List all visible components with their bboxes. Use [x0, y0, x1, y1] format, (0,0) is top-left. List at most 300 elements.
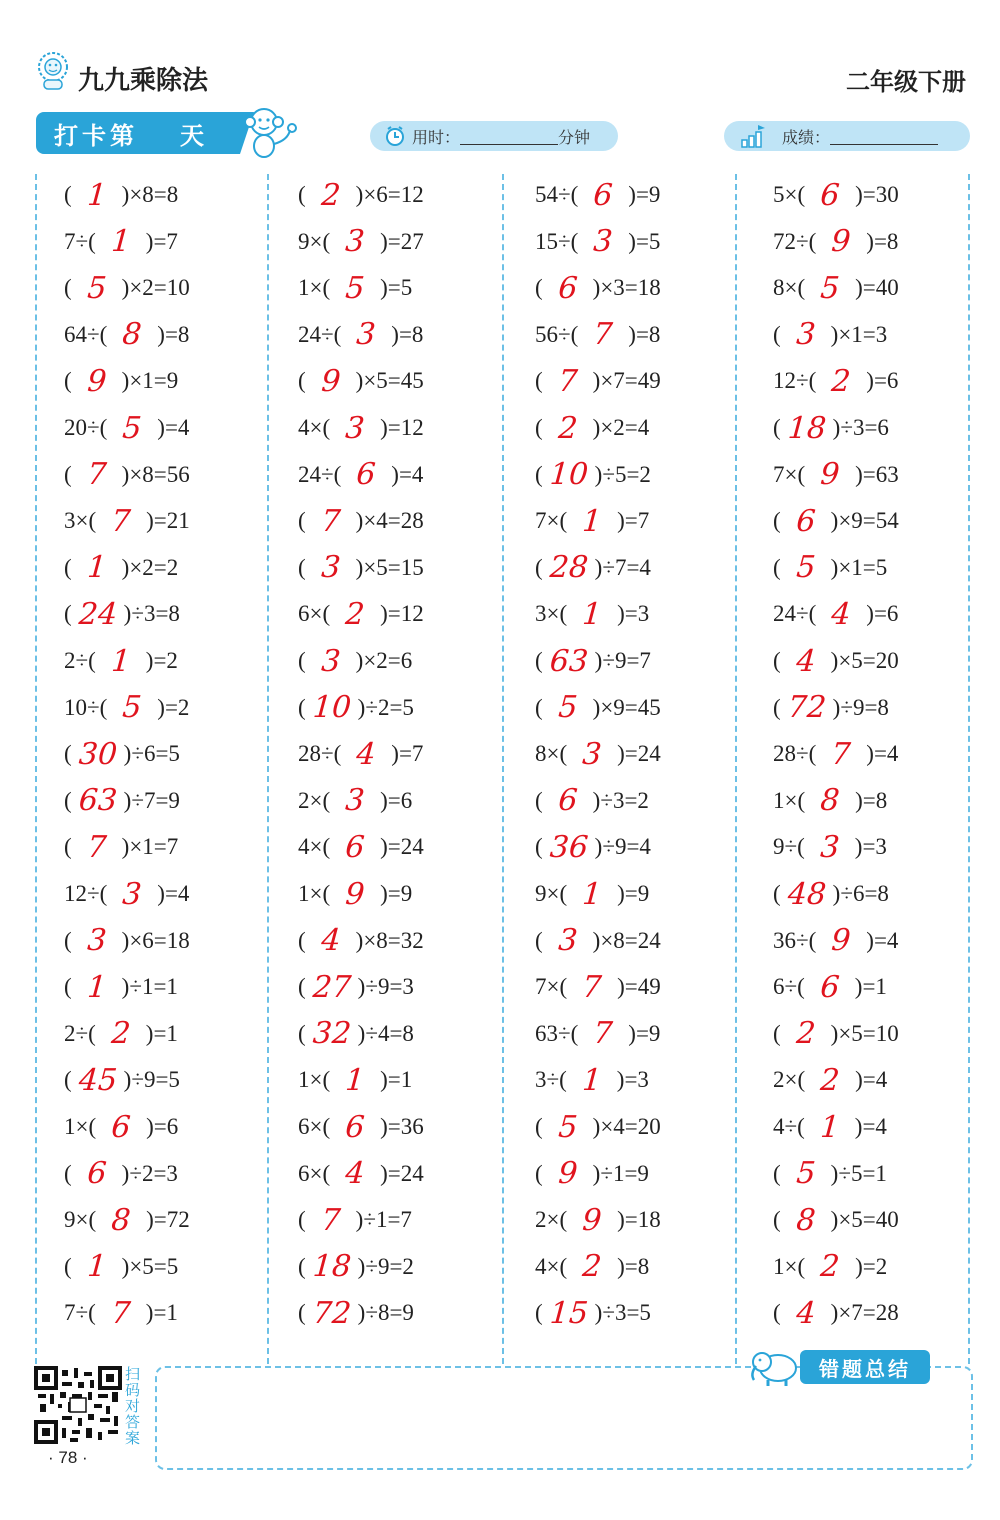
handwritten-answer: 1: [110, 643, 132, 679]
problem-suffix: )=9: [628, 1020, 661, 1046]
problem-suffix: )÷2=3: [121, 1160, 178, 1186]
handwritten-answer: 32: [311, 1016, 352, 1052]
handwritten-answer: 7: [319, 1202, 342, 1238]
problem-suffix: )×7=28: [830, 1300, 899, 1326]
handwritten-answer: 2: [819, 1249, 841, 1285]
problem-prefix: (: [535, 1160, 543, 1186]
problem-row: [298, 1290, 414, 1336]
problem-row: [64, 1244, 178, 1290]
problem-row: [773, 685, 889, 731]
problem-row: [535, 405, 649, 451]
problem-row: [773, 265, 899, 311]
problem-prefix: 4×(: [535, 1253, 568, 1279]
problem-row: [535, 685, 661, 731]
problem-row: [535, 1057, 649, 1103]
problem-row: [535, 1104, 661, 1150]
problem-row: [64, 452, 190, 498]
problem-row: [773, 1197, 899, 1243]
time-blank[interactable]: [460, 128, 558, 145]
problem-row: [535, 1197, 661, 1243]
handwritten-answer: 7: [319, 503, 342, 539]
problem-prefix: 20÷(: [64, 415, 108, 440]
problem-row: [298, 545, 424, 591]
problem-suffix: )÷1=1: [121, 974, 178, 1000]
handwritten-answer: 18: [311, 1249, 352, 1285]
handwritten-answer: 6: [355, 457, 378, 493]
handwritten-answer: 3: [344, 783, 366, 819]
problem-row: [773, 172, 899, 218]
handwritten-answer: 2: [110, 1016, 132, 1052]
problem-prefix: (: [298, 554, 306, 580]
handwritten-answer: 7: [592, 1016, 615, 1052]
problem-suffix: )=27: [380, 228, 424, 254]
handwritten-answer: 5: [819, 270, 841, 306]
problem-row: [773, 778, 887, 824]
handwritten-answer: 9: [819, 457, 841, 493]
handwritten-answer: 6: [794, 503, 817, 539]
problem-prefix: (: [64, 461, 72, 487]
handwritten-answer: 2: [830, 363, 853, 399]
problem-row: [535, 918, 661, 964]
problem-prefix: 8×(: [773, 275, 806, 301]
problem-suffix: )÷8=9: [357, 1300, 414, 1326]
column-divider: [968, 174, 970, 1364]
problem-suffix: )÷9=8: [832, 694, 889, 720]
problem-row: [64, 1197, 190, 1243]
problem-suffix: )×2=2: [121, 554, 179, 580]
problem-suffix: )×2=4: [592, 415, 650, 440]
problem-suffix: )=18: [617, 1207, 661, 1233]
handwritten-answer: 1: [85, 177, 108, 213]
problem-suffix: )×8=56: [121, 461, 190, 487]
handwritten-answer: 5: [794, 550, 817, 586]
handwritten-answer: 7: [581, 969, 603, 1005]
handwritten-answer: 7: [556, 363, 579, 399]
problem-row: [535, 545, 651, 591]
problem-suffix: )=24: [617, 741, 661, 767]
problem-suffix: )=4: [391, 461, 424, 487]
problem-suffix: )=4: [855, 1067, 888, 1093]
problem-suffix: )=4: [157, 881, 190, 906]
column-divider: [735, 174, 737, 1364]
problem-suffix: )=2: [855, 1253, 888, 1279]
handwritten-answer: 6: [819, 177, 841, 213]
problem-suffix: )=4: [854, 1114, 887, 1139]
problem-row: [773, 638, 899, 684]
handwritten-answer: 8: [110, 1202, 132, 1238]
problem-suffix: )÷3=8: [123, 601, 180, 627]
problem-prefix: 2÷(: [64, 1020, 96, 1046]
problem-prefix: (: [298, 1207, 306, 1233]
handwritten-answer: 1: [85, 1249, 108, 1285]
problem-row: [64, 1290, 178, 1336]
bar-chart-icon: [740, 124, 768, 148]
problem-prefix: 24÷(: [773, 601, 817, 627]
problem-row: [535, 265, 661, 311]
problem-prefix: (: [535, 415, 543, 440]
handwritten-answer: 18: [786, 410, 827, 446]
problem-suffix: )=4: [157, 415, 190, 440]
handwritten-answer: 8: [121, 317, 144, 353]
problem-suffix: )=4: [866, 927, 899, 953]
problem-suffix: )×2=6: [355, 648, 413, 673]
handwritten-answer: 2: [319, 177, 342, 213]
checkin-suffix: 天: [180, 121, 204, 150]
handwritten-answer: 4: [344, 1156, 366, 1192]
problem-suffix: )×9=45: [592, 694, 661, 720]
clock-icon: [384, 125, 406, 147]
problem-suffix: )=9: [617, 881, 650, 906]
problem-prefix: (: [298, 182, 306, 207]
problem-row: [535, 358, 661, 404]
problem-suffix: )÷1=9: [592, 1160, 649, 1186]
problem-prefix: 12÷(: [773, 368, 817, 394]
problem-prefix: 15÷(: [535, 228, 579, 254]
handwritten-answer: 72: [786, 690, 827, 726]
problem-row: [298, 1151, 424, 1197]
problem-row: [298, 452, 423, 498]
handwritten-answer: 1: [344, 1062, 366, 1098]
problem-suffix: )=3: [616, 1067, 649, 1093]
problem-row: [535, 172, 660, 218]
problem-suffix: )×5=20: [830, 648, 899, 673]
lion-logo-icon: [34, 50, 72, 90]
problem-suffix: )=6: [146, 1114, 179, 1139]
handwritten-answer: 3: [344, 224, 366, 260]
problem-prefix: 63÷(: [535, 1020, 579, 1046]
problem-row: [64, 778, 180, 824]
problem-prefix: (: [773, 694, 781, 720]
handwritten-answer: 6: [556, 270, 579, 306]
handwritten-answer: 7: [830, 736, 853, 772]
handwritten-answer: 9: [830, 923, 853, 959]
problem-prefix: 12÷(: [64, 881, 108, 906]
problem-prefix: 1×(: [298, 275, 331, 301]
problem-prefix: (: [773, 1300, 781, 1326]
problem-row: [535, 871, 649, 917]
handwritten-answer: 2: [581, 1249, 603, 1285]
problem-prefix: (: [773, 415, 781, 440]
problem-suffix: )=8: [855, 787, 888, 813]
problem-row: [535, 498, 649, 544]
problem-suffix: )÷7=9: [123, 787, 180, 813]
problem-row: [64, 265, 190, 311]
handwritten-answer: 1: [85, 969, 108, 1005]
problem-prefix: 4×(: [298, 415, 331, 440]
problem-row: [298, 358, 424, 404]
problem-suffix: )÷5=2: [594, 461, 651, 487]
problem-prefix: 6×(: [298, 1160, 331, 1186]
problem-prefix: 9×(: [535, 881, 568, 906]
problem-row: [535, 964, 661, 1010]
page-number: · 78 ·: [48, 1448, 88, 1467]
problem-prefix: 36÷(: [773, 927, 817, 953]
problem-row: [298, 918, 424, 964]
problem-suffix: )×5=45: [355, 368, 424, 394]
problem-prefix: (: [535, 787, 543, 813]
handwritten-answer: 27: [311, 969, 352, 1005]
handwritten-answer: 3: [794, 317, 817, 353]
handwritten-answer: 4: [794, 1295, 817, 1331]
handwritten-answer: 1: [581, 876, 603, 912]
problem-row: [773, 591, 898, 637]
problem-suffix: )=7: [145, 228, 178, 254]
problem-prefix: 7÷(: [64, 228, 96, 254]
problem-prefix: 28÷(: [298, 741, 342, 767]
problem-prefix: (: [64, 834, 72, 860]
problem-prefix: (: [64, 554, 72, 580]
handwritten-answer: 3: [319, 550, 342, 586]
problem-prefix: (: [298, 974, 306, 1000]
problem-suffix: )=8: [391, 321, 424, 347]
problem-row: [64, 964, 178, 1010]
problem-prefix: (: [64, 601, 72, 627]
problem-suffix: )÷5=1: [830, 1160, 887, 1186]
handwritten-answer: 5: [556, 1109, 579, 1145]
problem-suffix: )÷6=5: [123, 741, 180, 767]
problem-suffix: )=30: [855, 182, 899, 207]
handwritten-answer: 6: [344, 1109, 366, 1145]
problem-prefix: (: [298, 1300, 306, 1326]
problem-suffix: )÷3=6: [832, 415, 889, 440]
handwritten-answer: 63: [548, 643, 589, 679]
handwritten-answer: 4: [319, 923, 342, 959]
problem-suffix: )÷4=8: [357, 1020, 414, 1046]
problem-prefix: 7×(: [535, 508, 568, 534]
handwritten-answer: 9: [830, 224, 853, 260]
book-title: 九九乘除法: [78, 66, 209, 96]
problem-row: [773, 1244, 887, 1290]
problem-suffix: )=2: [157, 694, 190, 720]
problem-suffix: )=3: [617, 601, 650, 627]
handwritten-answer: 72: [311, 1295, 352, 1331]
problem-suffix: )×1=9: [121, 368, 179, 394]
problem-suffix: )=4: [866, 741, 899, 767]
problem-suffix: )×5=40: [830, 1207, 899, 1233]
problem-prefix: (: [298, 1253, 306, 1279]
problem-prefix: 72÷(: [773, 228, 817, 254]
problem-row: [64, 871, 189, 917]
score-label: 成绩：: [782, 127, 831, 147]
problem-row: [64, 498, 190, 544]
problem-prefix: 5×(: [773, 182, 806, 207]
problem-row: [535, 1011, 660, 1057]
handwritten-answer: 1: [581, 503, 603, 539]
problem-row: [298, 638, 412, 684]
problem-suffix: )×2=10: [121, 275, 190, 301]
problem-row: [773, 1057, 887, 1103]
qr-code-icon[interactable]: [34, 1366, 122, 1444]
problem-row: [773, 1104, 887, 1150]
problem-row: [298, 1057, 412, 1103]
problem-prefix: 4÷(: [773, 1114, 805, 1139]
problem-suffix: )=12: [380, 415, 424, 440]
handwritten-answer: 5: [85, 270, 108, 306]
problem-row: [773, 545, 887, 591]
problem-row: [298, 824, 424, 870]
problem-prefix: (: [773, 1020, 781, 1046]
column-divider: [267, 174, 269, 1364]
problem-row: [773, 871, 889, 917]
problem-prefix: (: [773, 1207, 781, 1233]
problem-prefix: (: [773, 508, 781, 534]
problem-prefix: (: [298, 694, 306, 720]
problem-row: [773, 1011, 899, 1057]
problem-row: [298, 498, 424, 544]
handwritten-answer: 7: [85, 457, 108, 493]
problem-prefix: (: [535, 694, 543, 720]
problem-prefix: (: [298, 1020, 306, 1046]
problem-suffix: )×7=49: [592, 368, 661, 394]
handwritten-answer: 3: [819, 829, 841, 865]
problem-suffix: )=40: [855, 275, 899, 301]
problem-suffix: )×8=24: [592, 927, 661, 953]
problem-row: [773, 358, 898, 404]
problem-suffix: )=12: [380, 601, 424, 627]
problem-row: [64, 731, 180, 777]
grade-label: 二年级下册: [846, 68, 966, 96]
handwritten-answer: 9: [344, 876, 366, 912]
handwritten-answer: 10: [548, 457, 589, 493]
problem-row: [298, 219, 424, 265]
time-field: [370, 121, 618, 151]
problem-suffix: )÷9=5: [123, 1067, 180, 1093]
problem-suffix: )=36: [380, 1114, 424, 1139]
handwritten-answer: 4: [355, 736, 378, 772]
problem-row: [773, 1290, 899, 1336]
problem-row: [64, 1011, 178, 1057]
problem-prefix: 28÷(: [773, 741, 817, 767]
problem-prefix: (: [64, 1067, 72, 1093]
problem-suffix: )×6=12: [355, 182, 424, 207]
problem-row: [64, 172, 178, 218]
handwritten-answer: 1: [85, 550, 108, 586]
problem-prefix: (: [773, 648, 781, 673]
handwritten-answer: 6: [592, 177, 615, 213]
problem-row: [298, 964, 414, 1010]
score-blank[interactable]: [830, 128, 938, 145]
problem-prefix: 24÷(: [298, 321, 342, 347]
problem-prefix: 6×(: [298, 1114, 331, 1139]
problem-suffix: )=21: [146, 508, 190, 534]
handwritten-answer: 24: [77, 596, 118, 632]
problem-prefix: 1×(: [298, 881, 331, 906]
problem-row: [64, 685, 189, 731]
problem-suffix: )÷3=5: [594, 1300, 651, 1326]
problem-suffix: )=1: [380, 1067, 413, 1093]
handwritten-answer: 28: [548, 550, 589, 586]
handwritten-answer: 10: [311, 690, 352, 726]
problem-row: [535, 591, 649, 637]
problem-prefix: 56÷(: [535, 321, 579, 347]
problem-prefix: (: [298, 508, 306, 534]
problem-row: [535, 1290, 651, 1336]
handwritten-answer: 9: [85, 363, 108, 399]
problem-prefix: (: [64, 974, 72, 1000]
problem-row: [773, 964, 887, 1010]
problem-prefix: 6×(: [298, 601, 331, 627]
problem-row: [535, 312, 660, 358]
problem-suffix: )÷2=5: [357, 694, 414, 720]
problem-prefix: 3×(: [535, 601, 568, 627]
problem-prefix: (: [535, 927, 543, 953]
handwritten-answer: 1: [581, 596, 603, 632]
handwritten-answer: 5: [121, 410, 144, 446]
handwritten-answer: 5: [344, 270, 366, 306]
problem-prefix: (: [773, 1160, 781, 1186]
problem-row: [64, 638, 178, 684]
checkin-prefix: 打卡第: [54, 121, 138, 150]
problem-row: [773, 824, 887, 870]
problem-prefix: 3×(: [64, 508, 97, 534]
problem-row: [535, 638, 651, 684]
problem-prefix: (: [773, 321, 781, 347]
problem-prefix: 9÷(: [773, 834, 805, 860]
column-divider: [35, 174, 37, 1364]
problem-row: [298, 685, 414, 731]
handwritten-answer: 2: [819, 1062, 841, 1098]
problem-row: [298, 312, 423, 358]
problem-row: [535, 219, 660, 265]
handwritten-answer: 1: [819, 1109, 841, 1145]
problem-row: [773, 918, 898, 964]
handwritten-answer: 9: [556, 1156, 579, 1192]
problem-row: [298, 1244, 414, 1290]
problem-prefix: 2÷(: [64, 648, 96, 673]
problem-prefix: 2×(: [773, 1067, 806, 1093]
problem-prefix: (: [298, 368, 306, 394]
handwritten-answer: 63: [77, 783, 118, 819]
handwritten-answer: 45: [77, 1062, 118, 1098]
handwritten-answer: 6: [344, 829, 366, 865]
problem-suffix: )÷9=3: [357, 974, 414, 1000]
handwritten-answer: 3: [581, 736, 603, 772]
problem-suffix: )=8: [617, 1253, 650, 1279]
problem-suffix: )=1: [854, 974, 887, 1000]
problem-row: [64, 545, 178, 591]
problem-suffix: )×1=7: [121, 834, 179, 860]
problem-suffix: )=63: [855, 461, 899, 487]
problem-suffix: )÷7=4: [594, 554, 651, 580]
problem-row: [535, 731, 661, 777]
handwritten-answer: 8: [794, 1202, 817, 1238]
problem-suffix: )=7: [391, 741, 424, 767]
problem-row: [298, 405, 424, 451]
problem-suffix: )×5=10: [830, 1020, 899, 1046]
handwritten-answer: 3: [592, 224, 615, 260]
problem-row: [64, 824, 178, 870]
problem-prefix: (: [298, 648, 306, 673]
problem-row: [535, 824, 651, 870]
problem-prefix: 7×(: [773, 461, 806, 487]
problem-suffix: )=24: [380, 1160, 424, 1186]
handwritten-answer: 6: [110, 1109, 132, 1145]
problem-prefix: (: [535, 648, 543, 673]
problem-suffix: )=8: [157, 321, 190, 347]
problem-prefix: (: [64, 368, 72, 394]
handwritten-answer: 5: [556, 690, 579, 726]
problem-prefix: (: [64, 1160, 72, 1186]
score-field: [724, 121, 970, 151]
problem-suffix: )×8=8: [121, 182, 179, 207]
problem-suffix: )=6: [866, 601, 899, 627]
problem-suffix: )=2: [145, 648, 178, 673]
problem-row: [298, 1197, 412, 1243]
problem-row: [773, 498, 899, 544]
problem-prefix: (: [64, 1253, 72, 1279]
handwritten-answer: 36: [548, 829, 589, 865]
handwritten-answer: 8: [819, 783, 841, 819]
